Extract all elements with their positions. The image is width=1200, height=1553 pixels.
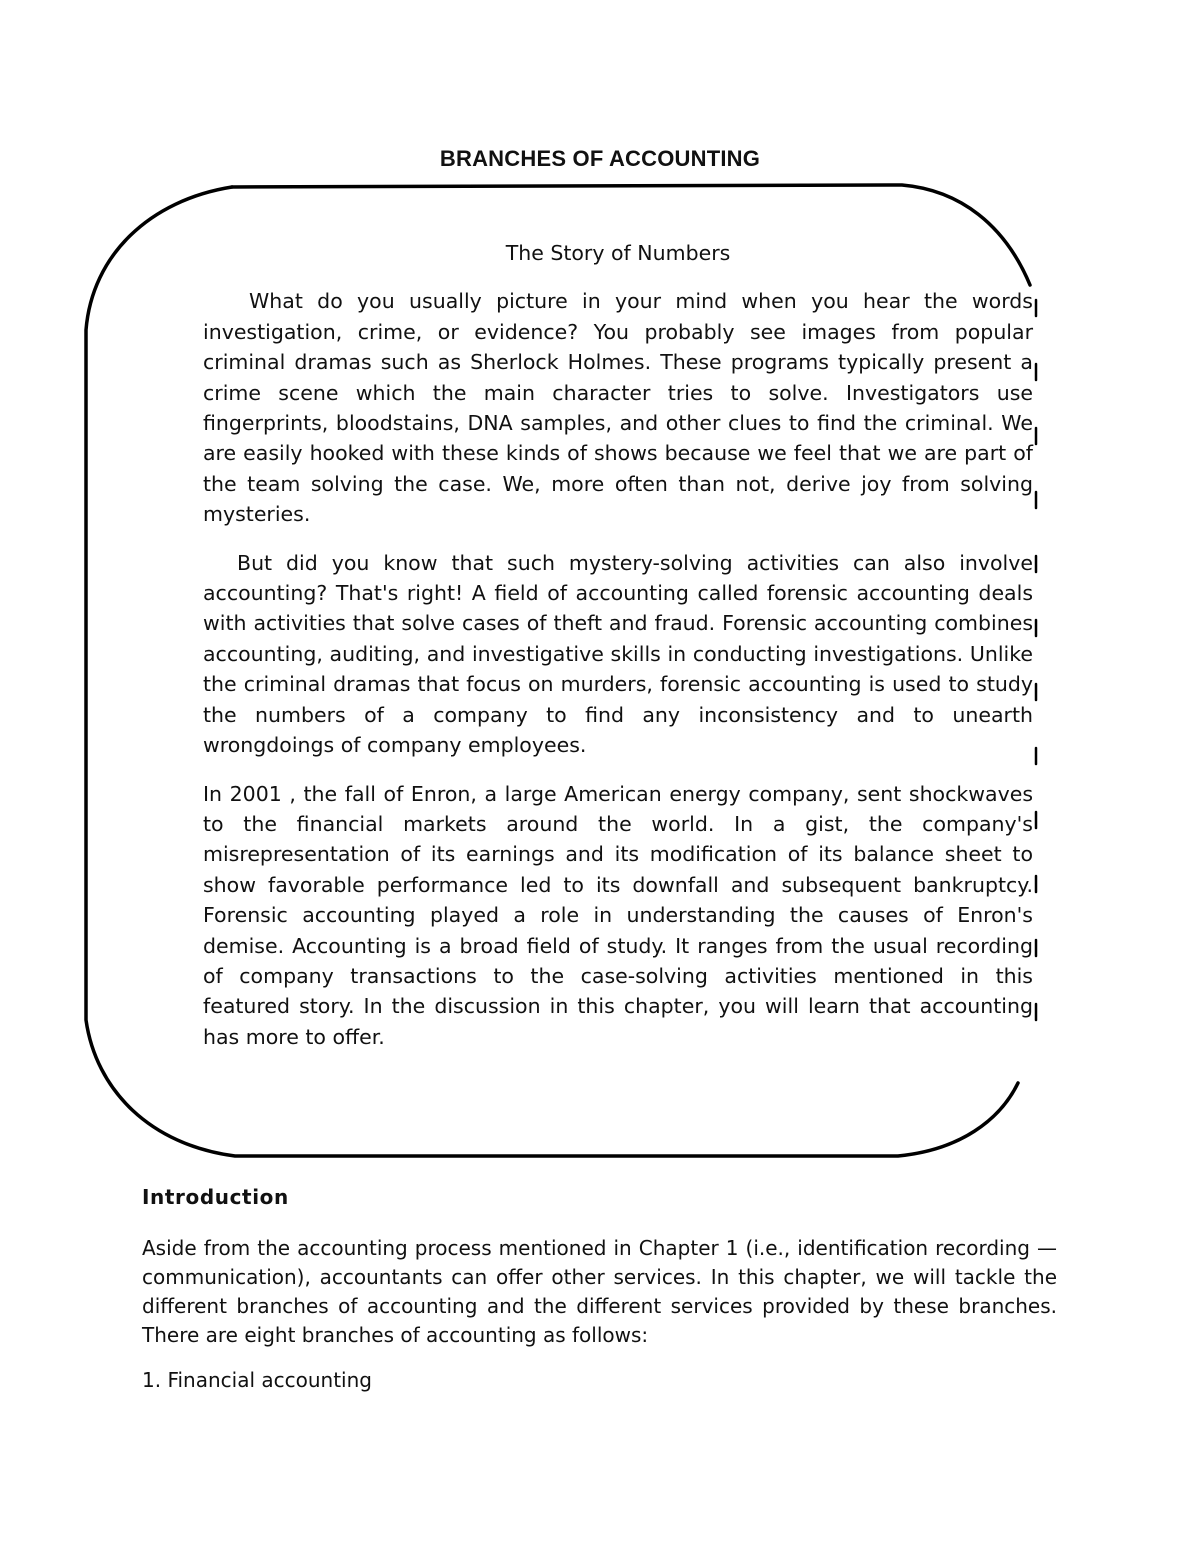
story-paragraph-3: In 2001 , the fall of Enron, a large American energy company, sent shockwaves to the financial markets around the world. In a gist, the company's misrepresentation of its earnings and its modification of its balance sheet to show favorable performance led to its downfall and subsequent bankruptcy. Forensic accounting played a role in understanding the causes of Enron's demise. Accounting is a broad field of study. It ranges from the usual recording of company transactions to the case-solving activities mentioned in this featured story. In the discussion in this chapter, you will learn that accounting has more to offer. [203, 781, 1033, 1049]
story-box [203, 238, 1033, 1070]
story-title: The Story of Numbers [505, 241, 731, 265]
list-item: 1. Financial accounting [142, 1368, 372, 1392]
story-paragraph-2: But did you know that such mystery-solving activities can also involve accounting? That's right! A field of accounting called forensic accounting deals with activities that solve cases of theft and fraud. Forensic accounting combines accounting, auditing, and investigative skills in conducting investigations. Unlike the criminal dramas that focus on murders, forensic accounting is used to study the numbers of a company to find any inconsistency and to unearth wrongdoings of company employees. [203, 550, 1033, 758]
introduction-text: Aside from the accounting process mentioned in Chapter 1 (i.e., identification recording — communication), accountants can offer other services. In this chapter, we will tackle the different branches of accounting and the different services provided by these branches. There are eight branches of accounting as follows: [142, 1236, 1057, 1347]
introduction-heading: Introduction [142, 1185, 289, 1209]
page-title: BRANCHES OF ACCOUNTING [439, 146, 761, 171]
story-paragraph-1: What do you usually picture in your mind when you hear the words investigation, crime, or evidence? You probably see images from popular criminal dramas such as Sherlock Holmes. These programs typically present a crime scene which the main character tries to solve. Investigators use fingerprints, bloodstains, DNA samples, and other clues to find the criminal. We are easily hooked with these kinds of shows because we feel that we are part of the team solving the case. We, more often than not, derive joy from solving mysteries. [203, 289, 1033, 527]
